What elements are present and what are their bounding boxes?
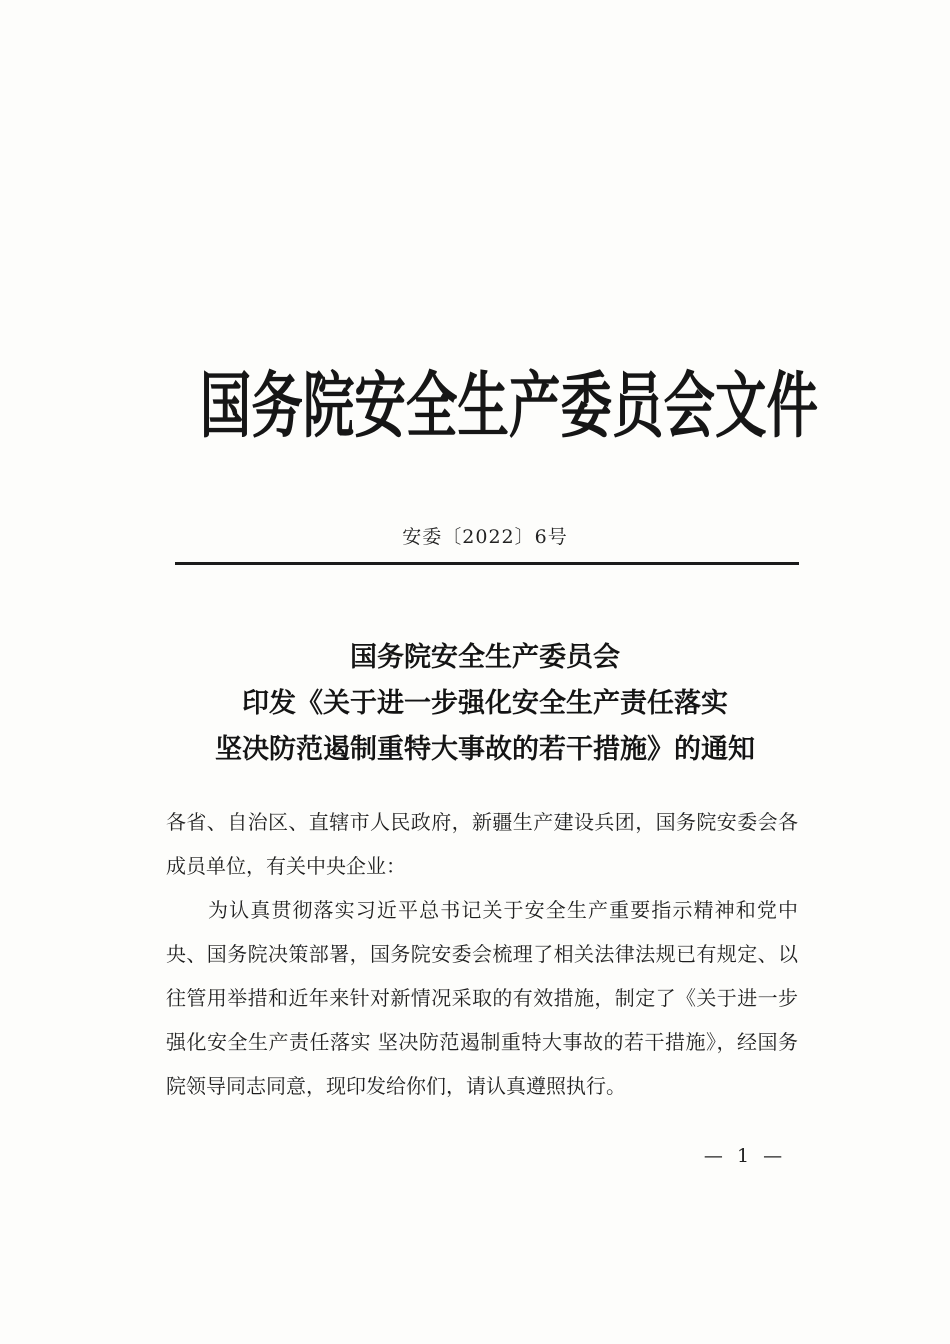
masthead-title: 国务院安全生产委员会文件 bbox=[199, 365, 819, 449]
body-paragraph: 为认真贯彻落实习近平总书记关于安全生产重要指示精神和党中央、国务院决策部署，国务院安委会梳理了相关法律法规已有规定、以往管用举措和近年来针对新情况采取的有效措施，制定了《关于进一步强化安全生产责任落实 坚决防范遏制重特大事故的若干措施》，经国务院领导同志同意，现印发给你们，请认真遵照执行。 bbox=[166, 898, 798, 1098]
separator-rule bbox=[175, 562, 799, 565]
title-line-1: 国务院安全生产委员会 bbox=[350, 642, 620, 673]
page-number: — 1 — bbox=[703, 1145, 787, 1167]
title-line-2: 印发《关于进一步强化安全生产责任落实 bbox=[242, 688, 728, 719]
notice-title bbox=[150, 635, 820, 773]
addressees: 各省、自治区、直辖市人民政府，新疆生产建设兵团，国务院安委会各成员单位，有关中央企业： bbox=[166, 810, 798, 878]
document-number: 安委〔2022〕6号 bbox=[402, 526, 568, 548]
body-text bbox=[166, 800, 798, 1108]
title-line-3: 坚决防范遏制重特大事故的若干措施》的通知 bbox=[215, 734, 755, 765]
